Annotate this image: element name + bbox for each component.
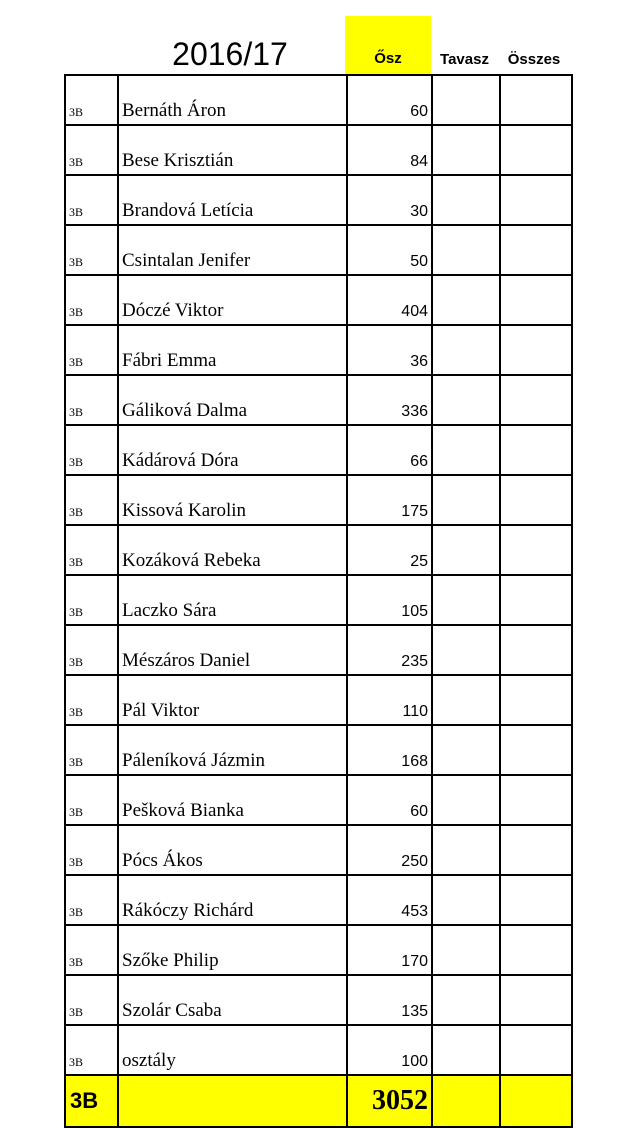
osz-cell[interactable]: 453 [347,875,432,925]
table-row [65,775,572,825]
osz-cell[interactable]: 250 [347,825,432,875]
osz-cell[interactable]: 60 [347,75,432,125]
table-row [65,425,572,475]
name-cell[interactable]: Páleníková Jázmin [118,725,347,775]
name-cell[interactable]: Rákóczy Richárd [118,875,347,925]
osszes-cell[interactable] [500,425,572,475]
class-cell[interactable]: 3B [65,675,118,725]
name-cell[interactable]: Brandová Letícia [118,175,347,225]
tavasz-cell[interactable] [432,725,500,775]
class-cell[interactable]: 3B [65,125,118,175]
class-cell[interactable]: 3B [65,525,118,575]
osszes-cell[interactable] [500,375,572,425]
table-row [65,725,572,775]
table-row [65,975,572,1025]
osszes-cell[interactable] [500,925,572,975]
table-row [65,75,572,125]
class-cell[interactable]: 3B [65,375,118,425]
osz-cell[interactable]: 135 [347,975,432,1025]
osz-cell[interactable]: 100 [347,1025,432,1075]
table-row [65,625,572,675]
osz-cell[interactable]: 110 [347,675,432,725]
osz-cell[interactable]: 84 [347,125,432,175]
table-row [65,375,572,425]
table-row [65,1025,572,1075]
tavasz-cell[interactable] [432,575,500,625]
osszes-cell[interactable] [500,475,572,525]
class-cell[interactable]: 3B [65,425,118,475]
osz-cell[interactable]: 25 [347,525,432,575]
osszes-cell[interactable] [500,575,572,625]
class-cell[interactable]: 3B [65,825,118,875]
table-row [65,875,572,925]
osszes-cell[interactable] [500,225,572,275]
osz-cell[interactable]: 50 [347,225,432,275]
name-cell[interactable]: Kozáková Rebeka [118,525,347,575]
table-row [65,125,572,175]
name-cell[interactable]: Pócs Ákos [118,825,347,875]
osszes-cell[interactable] [500,625,572,675]
total-osz-cell[interactable]: 3052 [347,1075,432,1127]
total-name-cell[interactable] [118,1075,347,1127]
tavasz-cell[interactable] [432,1025,500,1075]
table-row [65,325,572,375]
table-row [65,675,572,725]
osz-cell[interactable]: 36 [347,325,432,375]
osszes-cell[interactable] [500,75,572,125]
name-cell[interactable]: Bese Krisztián [118,125,347,175]
table-row [65,175,572,225]
osszes-cell[interactable] [500,325,572,375]
osz-cell[interactable]: 30 [347,175,432,225]
osz-cell[interactable]: 168 [347,725,432,775]
name-cell[interactable]: osztály [118,1025,347,1075]
page-title: 2016/17 [172,36,288,72]
osz-cell[interactable]: 404 [347,275,432,325]
tavasz-cell[interactable] [432,925,500,975]
osszes-cell[interactable] [500,725,572,775]
table-row [65,925,572,975]
name-cell[interactable]: Bernáth Áron [118,75,347,125]
class-cell[interactable]: 3B [65,1025,118,1075]
tavasz-cell[interactable] [432,175,500,225]
tavasz-cell[interactable] [432,825,500,875]
osszes-cell[interactable] [500,125,572,175]
class-cell[interactable]: 3B [65,975,118,1025]
osszes-cell[interactable] [500,825,572,875]
osszes-cell[interactable] [500,1025,572,1075]
osszes-cell[interactable] [500,275,572,325]
table-row [65,575,572,625]
tavasz-cell[interactable] [432,525,500,575]
name-cell[interactable]: Fábri Emma [118,325,347,375]
name-cell[interactable]: Laczko Sára [118,575,347,625]
tavasz-cell[interactable] [432,75,500,125]
tavasz-cell[interactable] [432,325,500,375]
class-cell[interactable]: 3B [65,325,118,375]
tavasz-cell[interactable] [432,675,500,725]
table-row [65,225,572,275]
name-cell[interactable]: Mészáros Daniel [118,625,347,675]
name-cell[interactable]: Gáliková Dalma [118,375,347,425]
tavasz-cell[interactable] [432,475,500,525]
table-row [65,525,572,575]
total-osszes-cell[interactable] [500,1075,572,1127]
column-header-osz: Ősz [345,16,431,74]
class-cell[interactable]: 3B [65,175,118,225]
osszes-cell[interactable] [500,875,572,925]
total-row [65,1075,572,1127]
tavasz-cell[interactable] [432,625,500,675]
name-cell[interactable]: Pál Viktor [118,675,347,725]
name-cell[interactable]: Kissová Karolin [118,475,347,525]
total-tavasz-cell[interactable] [432,1075,500,1127]
tavasz-cell[interactable] [432,375,500,425]
tavasz-cell[interactable] [432,975,500,1025]
osszes-cell[interactable] [500,525,572,575]
tavasz-cell[interactable] [432,425,500,475]
osz-cell[interactable]: 175 [347,475,432,525]
score-table-body [65,75,572,1127]
total-class-cell[interactable]: 3B [65,1075,118,1127]
class-cell[interactable]: 3B [65,775,118,825]
osz-cell[interactable]: 66 [347,425,432,475]
name-cell[interactable]: Csintalan Jenifer [118,225,347,275]
osszes-cell[interactable] [500,175,572,225]
table-row [65,475,572,525]
osszes-cell[interactable] [500,675,572,725]
table-row [65,825,572,875]
osz-cell[interactable]: 105 [347,575,432,625]
tavasz-cell[interactable] [432,775,500,825]
tavasz-cell[interactable] [432,275,500,325]
name-cell[interactable]: Szolár Csaba [118,975,347,1025]
table-row [65,275,572,325]
column-header-tavasz: Tavasz [440,51,489,68]
class-cell[interactable]: 3B [65,625,118,675]
name-cell[interactable]: Kádárová Dóra [118,425,347,475]
class-cell[interactable]: 3B [65,875,118,925]
name-cell[interactable]: Szőke Philip [118,925,347,975]
class-cell[interactable]: 3B [65,475,118,525]
class-cell[interactable]: 3B [65,925,118,975]
osszes-cell[interactable] [500,775,572,825]
class-cell[interactable]: 3B [65,725,118,775]
osz-cell[interactable]: 336 [347,375,432,425]
name-cell[interactable]: Pešková Bianka [118,775,347,825]
osz-cell[interactable]: 170 [347,925,432,975]
class-cell[interactable]: 3B [65,275,118,325]
name-cell[interactable]: Dóczé Viktor [118,275,347,325]
column-header-osszes: Összes [507,51,561,68]
tavasz-cell[interactable] [432,125,500,175]
osz-cell[interactable]: 235 [347,625,432,675]
osszes-cell[interactable] [500,975,572,1025]
tavasz-cell[interactable] [432,225,500,275]
osz-cell[interactable]: 60 [347,775,432,825]
class-cell[interactable]: 3B [65,225,118,275]
score-table [64,74,573,1128]
tavasz-cell[interactable] [432,875,500,925]
class-cell[interactable]: 3B [65,575,118,625]
class-cell[interactable]: 3B [65,75,118,125]
